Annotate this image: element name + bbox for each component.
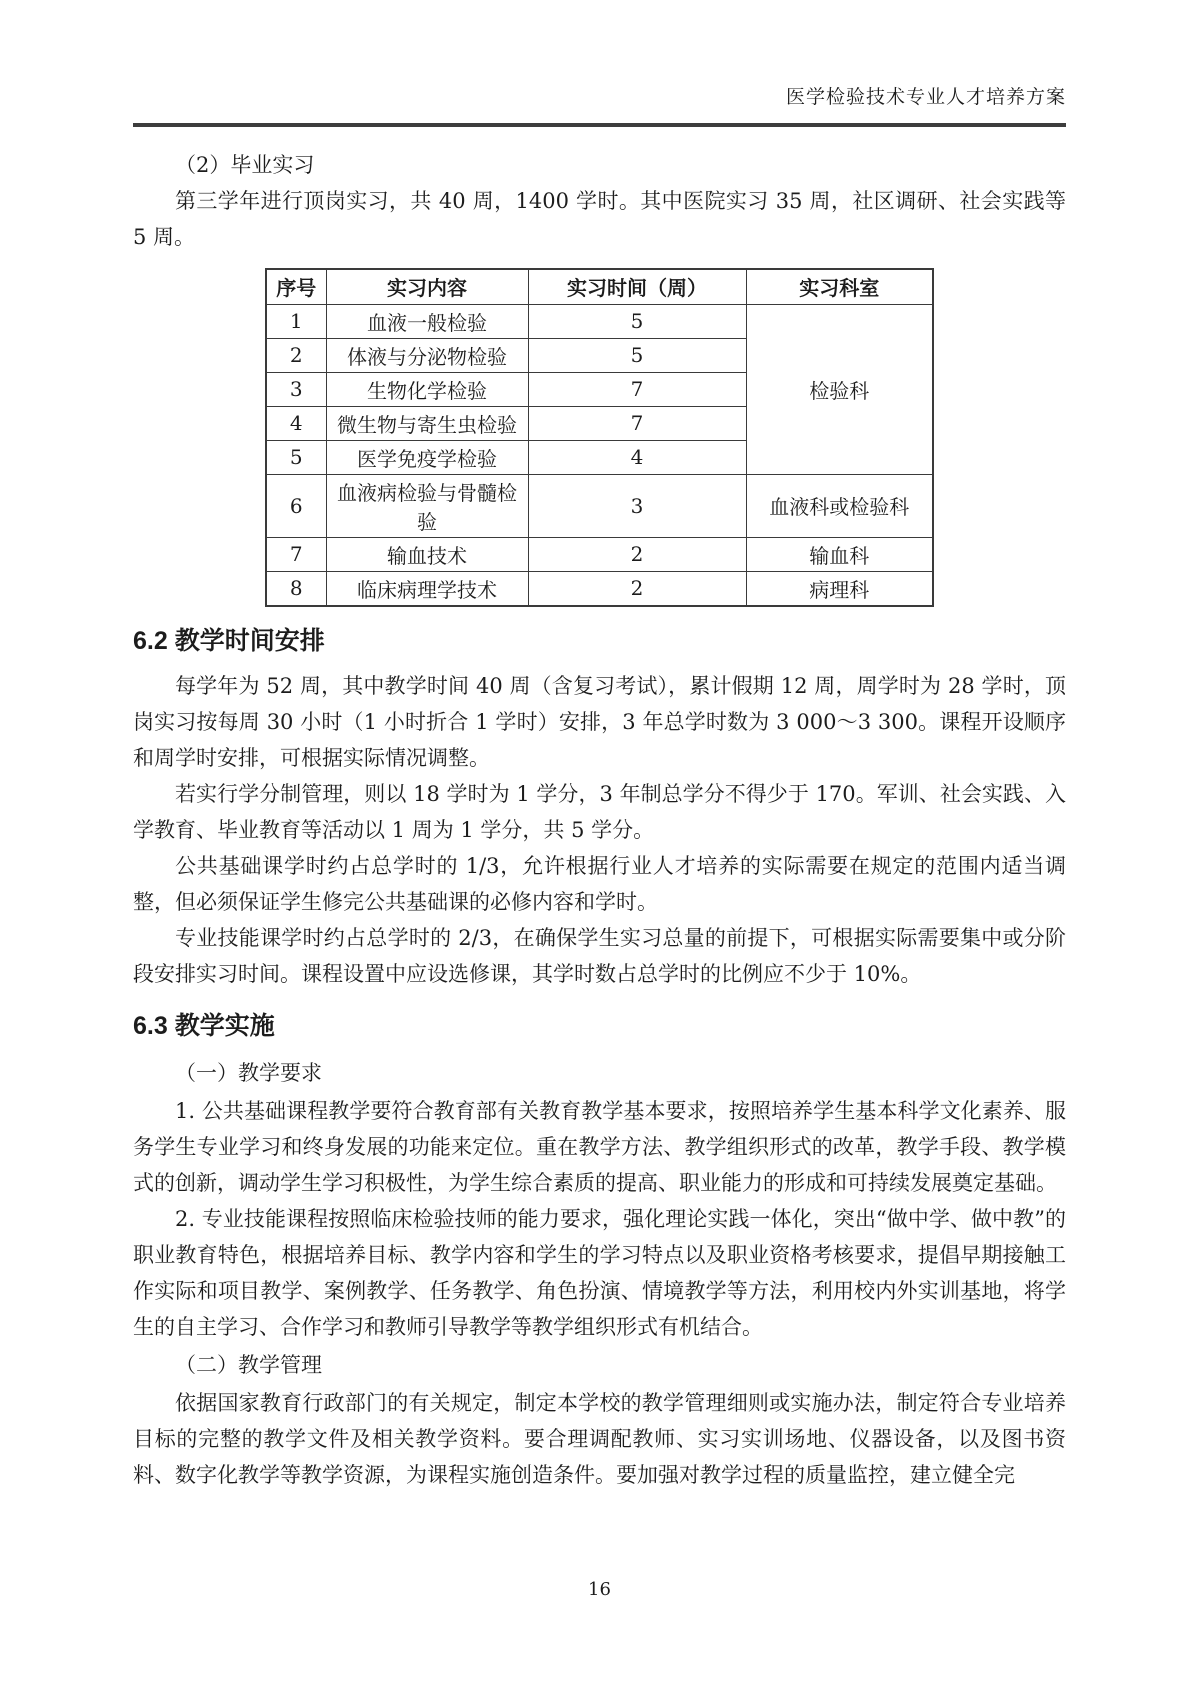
table-cell-content: 输血技术 xyxy=(326,537,528,571)
document-content xyxy=(0,147,1199,1493)
section-6-3-paragraph-3: 依据国家教育行政部门的有关规定，制定本学校的教学管理细则或实施办法，制定符合专业培养目标的完整的教学文件及相关教学资料。要合理调配教师、实习实训场地、仪器设备，以及图书资料、数字化教学等教学资源，为课程实施创造条件。要加强对教学过程的质量监控，建立健全完 xyxy=(133,1390,1066,1487)
table-header-cell-dept: 实习科室 xyxy=(746,269,933,304)
table-cell-content: 医学免疫学检验 xyxy=(326,440,528,474)
table-cell-content: 临床病理学技术 xyxy=(326,571,528,606)
table-row xyxy=(266,571,933,606)
table-cell-no: 4 xyxy=(266,406,326,440)
section-6-2-paragraph-4: 专业技能课学时约占总学时的 2/3，在确保学生实习总量的前提下，可根据实际需要集中或分阶段安排实习时间。课程设置中应设选修课，其学时数占总学时的比例应不少于 10%。 xyxy=(133,925,1066,986)
graduation-internship-heading: （2）毕业实习 xyxy=(175,153,315,177)
table-row xyxy=(266,304,933,338)
internship-table xyxy=(265,268,934,607)
table-cell-weeks: 5 xyxy=(528,304,746,338)
table-cell-no: 1 xyxy=(266,304,326,338)
page-number: 16 xyxy=(588,1579,611,1600)
table-cell-content: 血液一般检验 xyxy=(326,304,528,338)
table-header-row xyxy=(266,269,933,304)
section-6-2-paragraph-1: 每学年为 52 周，其中教学时间 40 周（含复习考试），累计假期 12 周，周学时为 28 学时，顶岗实习按每周 30 小时（1 小时折合 1 学时）安排，3 年总学时数为 3 000～3 300。课程开设顺序和周学时安排，可根据实际情况调整。 xyxy=(133,673,1066,770)
table-header-cell-weeks: 实习时间（周） xyxy=(528,269,746,304)
section-heading-6-3: 6.3 教学实施 xyxy=(133,1011,275,1040)
table-cell-content: 血液病检验与骨髓检验 xyxy=(326,474,528,537)
document-header xyxy=(133,0,1066,127)
table-cell-dept: 输血科 xyxy=(746,537,933,571)
table-cell-weeks: 3 xyxy=(528,474,746,537)
table-header-cell-content: 实习内容 xyxy=(326,269,528,304)
table-cell-no: 2 xyxy=(266,338,326,372)
table-cell-weeks: 4 xyxy=(528,440,746,474)
table-row xyxy=(266,537,933,571)
document-header-title: 医学检验技术专业人才培养方案 xyxy=(785,86,1066,108)
graduation-internship-intro: 第三学年进行顶岗实习，共 40 周，1400 学时。其中医院实习 35 周，社区调研、社会实践等 5 周。 xyxy=(133,189,1066,249)
table-cell-no: 3 xyxy=(266,372,326,406)
section-heading-6-2: 6.2 教学时间安排 xyxy=(133,626,325,655)
table-cell-no: 5 xyxy=(266,440,326,474)
table-cell-weeks: 7 xyxy=(528,406,746,440)
table-cell-dept: 血液科或检验科 xyxy=(746,474,933,537)
table-cell-weeks: 7 xyxy=(528,372,746,406)
section-6-3-paragraph-1: 1. 公共基础课程教学要符合教育部有关教育教学基本要求，按照培养学生基本科学文化素养、服务学生专业学习和终身发展的功能来定位。重在教学方法、教学组织形式的改革，教学手段、教学模式的创新，调动学生学习积极性，为学生综合素质的提高、职业能力的形成和可持续发展奠定基础。 xyxy=(133,1098,1066,1195)
section-6-2-paragraph-2: 若实行学分制管理，则以 18 学时为 1 学分，3 年制总学分不得少于 170。军训、社会实践、入学教育、毕业教育等活动以 1 周为 1 学分，共 5 学分。 xyxy=(133,781,1066,842)
table-cell-content: 微生物与寄生虫检验 xyxy=(326,406,528,440)
table-cell-weeks: 5 xyxy=(528,338,746,372)
table-cell-no: 8 xyxy=(266,571,326,606)
table-cell-content: 体液与分泌物检验 xyxy=(326,338,528,372)
table-row xyxy=(266,474,933,537)
table-cell-content: 生物化学检验 xyxy=(326,372,528,406)
section-6-3-paragraph-2: 2. 专业技能课程按照临床检验技师的能力要求，强化理论实践一体化，突出“做中学、做中教”的职业教育特色，根据培养目标、教学内容和学生的学习特点以及职业资格考核要求，提倡早期接触工作实际和项目教学、案例教学、任务教学、角色扮演、情境教学等方法，利用校内外实训基地，将学生的自主学习、合作学习和教师引导教学等教学组织形式有机结合。 xyxy=(133,1206,1066,1339)
table-cell-dept-merged: 检验科 xyxy=(746,304,933,474)
table-header-cell-no: 序号 xyxy=(266,269,326,304)
section-6-3-subheading-2: （二）教学管理 xyxy=(175,1352,322,1377)
table-cell-weeks: 2 xyxy=(528,571,746,606)
table-cell-weeks: 2 xyxy=(528,537,746,571)
section-6-2-paragraph-3: 公共基础课学时约占总学时的 1/3，允许根据行业人才培养的实际需要在规定的范围内适当调整，但必须保证学生修完公共基础课的必修内容和学时。 xyxy=(133,853,1066,914)
table-cell-dept: 病理科 xyxy=(746,571,933,606)
table-cell-no: 6 xyxy=(266,474,326,537)
section-6-3-subheading-1: （一）教学要求 xyxy=(175,1060,322,1085)
table-cell-no: 7 xyxy=(266,537,326,571)
